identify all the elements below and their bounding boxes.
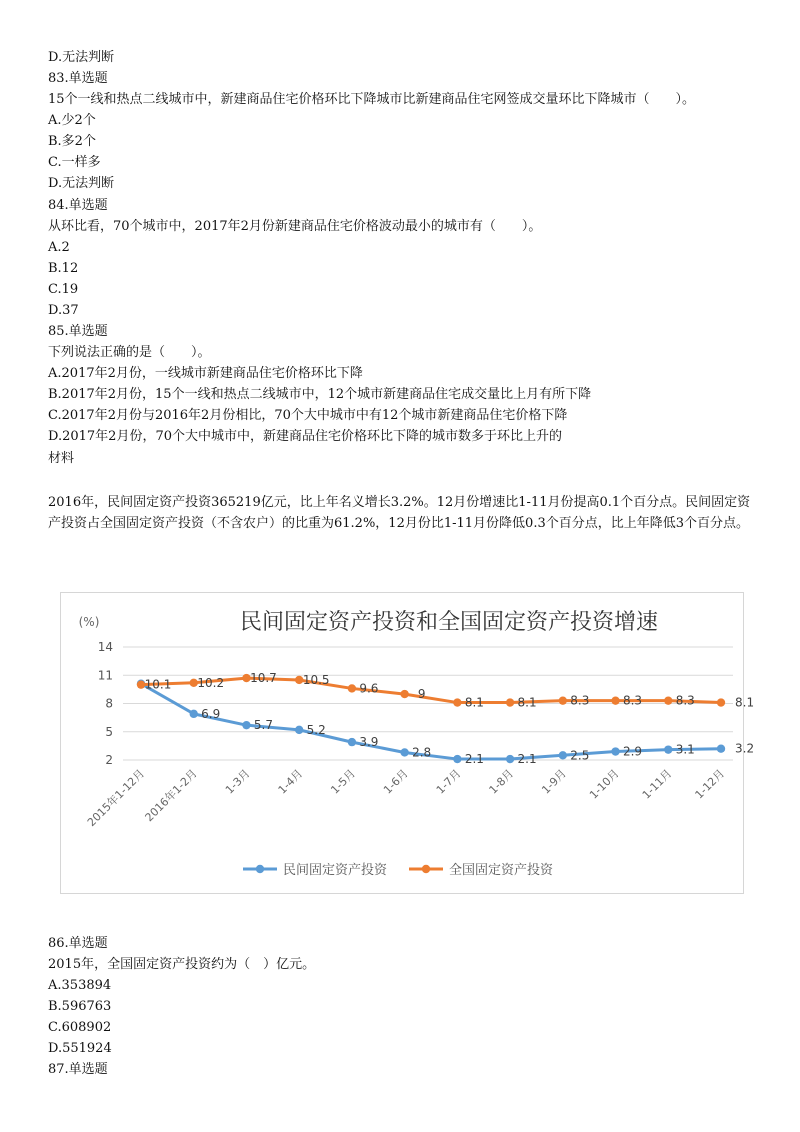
material-paragraph: 2016年，民间固定资产投资365219亿元，比上年名义增长3.2%。12月份增速比1-11月份提高0.1个百分点。民间固定资产投资占全国固定资产投资（不含农户）的比重为61.2%，12月份比1-11月份降低0.3个百分点，比上年降低3个百分点。 <box>48 495 751 531</box>
data-label: 10.7 <box>250 671 277 686</box>
y-tick-label: 2 <box>105 753 113 767</box>
data-point <box>611 696 619 704</box>
option-d: D.无法判断 <box>48 176 115 191</box>
x-tick-labels <box>84 766 727 829</box>
data-label: 2.1 <box>464 752 484 767</box>
legend-label: 全国固定资产投资 <box>449 863 554 878</box>
data-point <box>242 721 250 729</box>
data-point <box>400 690 408 698</box>
data-label: 10.2 <box>197 675 225 690</box>
data-label: 5.2 <box>306 722 326 737</box>
chart-legend <box>243 862 554 878</box>
data-point <box>559 751 567 759</box>
option-d: D.551924 <box>48 1041 112 1056</box>
data-point <box>559 696 567 704</box>
y-tick-label: 8 <box>105 696 113 711</box>
y-tick-label: 14 <box>97 640 113 654</box>
data-label: 8.1 <box>464 695 484 710</box>
option-a: A.2017年2月份，一线城市新建商品住宅价格环比下降 <box>48 366 363 381</box>
option-d: D.无法判断 <box>48 50 115 65</box>
x-tick-label: 1-12月 <box>692 766 728 802</box>
option-c: C.19 <box>48 282 79 297</box>
chart-title: 民间固定资产投资和全国固定资产投资增速 <box>239 610 659 635</box>
data-point <box>295 726 303 734</box>
y-tick-label: 11 <box>97 668 113 683</box>
option-b: B.多2个 <box>48 134 96 149</box>
data-point <box>717 698 725 706</box>
material-heading: 材料 <box>48 451 75 466</box>
x-tick-label: 1-5月 <box>328 766 359 797</box>
data-label: 9 <box>417 687 426 702</box>
question-number: 85.单选题 <box>48 324 108 339</box>
question-stem: 下列说法正确的是（ ）。 <box>48 345 211 360</box>
data-label: 3.2 <box>735 741 755 756</box>
x-tick-label: 1-3月 <box>222 766 253 797</box>
option-b: B.2017年2月份，15个一线和热点二线城市中，12个城市新建商品住宅成交量比上月有所下降 <box>48 387 592 402</box>
y-tick-label: 5 <box>105 724 113 739</box>
x-tick-label: 2015年1-12月 <box>84 766 148 830</box>
data-point <box>453 698 461 706</box>
data-point <box>348 738 356 746</box>
data-point <box>348 684 356 692</box>
data-label: 10.5 <box>302 672 330 687</box>
data-point <box>506 698 514 706</box>
data-label: 5.7 <box>253 718 274 733</box>
data-label: 3.1 <box>675 742 695 757</box>
option-a: A.2 <box>48 240 70 255</box>
data-label: 2.5 <box>570 748 590 763</box>
data-point <box>453 755 461 763</box>
option-d: D.37 <box>48 303 79 318</box>
x-tick-label: 1-8月 <box>486 766 517 797</box>
question-stem: 15个一线和热点二线城市中，新建商品住宅价格环比下降城市比新建商品住宅网签成交量环比下降城市（ ）。 <box>48 92 696 107</box>
data-point <box>190 710 198 718</box>
option-a: A.353894 <box>48 978 112 993</box>
x-tick-label: 1-4月 <box>275 766 306 797</box>
option-c: C.608902 <box>48 1020 112 1035</box>
legend-marker <box>422 865 430 873</box>
question-number: 83.单选题 <box>48 71 108 86</box>
data-point <box>400 748 408 756</box>
x-tick-label: 1-7月 <box>433 766 464 797</box>
data-point <box>717 745 725 753</box>
data-point <box>506 755 514 763</box>
data-label: 9.6 <box>359 681 379 696</box>
data-label: 2.8 <box>412 745 432 760</box>
legend-marker <box>256 865 264 873</box>
data-label: 8.3 <box>622 693 643 708</box>
legend-label: 民间固定资产投资 <box>283 863 388 878</box>
data-point <box>664 745 672 753</box>
data-label: 8.3 <box>570 693 590 708</box>
data-point <box>664 696 672 704</box>
x-tick-label: 1-11月 <box>639 766 675 802</box>
data-label: 8.1 <box>517 695 537 710</box>
x-tick-label: 1-10月 <box>587 766 622 802</box>
series-lines <box>137 671 754 766</box>
x-tick-label: 1-6月 <box>381 766 411 797</box>
option-c: C.2017年2月份与2016年2月份相比，70个大中城市中有12个城市新建商品住宅价格下降 <box>48 408 568 423</box>
question-stem: 2015年，全国固定资产投资约为（ ）亿元。 <box>48 957 316 972</box>
question-number: 84.单选题 <box>48 198 108 213</box>
data-label: 10.1 <box>144 677 172 692</box>
y-axis-label: (%) <box>78 615 100 629</box>
x-tick-label: 1-9月 <box>539 766 569 797</box>
data-label: 8.1 <box>735 695 755 710</box>
data-label: 2.9 <box>622 744 643 759</box>
option-b: B.12 <box>48 261 79 276</box>
data-label: 3.9 <box>359 735 379 750</box>
option-b: B.596763 <box>48 999 112 1014</box>
chart-svg <box>61 593 755 893</box>
question-number: 87.单选题 <box>48 1062 108 1077</box>
option-d: D.2017年2月份，70个大中城市中，新建商品住宅价格环比下降的城市数多于环比上升的 <box>48 429 562 444</box>
data-label: 2.1 <box>517 752 537 767</box>
question-number: 86.单选题 <box>48 936 108 951</box>
data-label: 8.3 <box>675 693 695 708</box>
x-tick-label: 2016年1-2月 <box>142 766 200 825</box>
option-a: A.少2个 <box>48 113 96 128</box>
data-label: 6.9 <box>201 706 221 721</box>
data-point <box>611 747 619 755</box>
line-chart <box>60 592 755 894</box>
option-c: C.一样多 <box>48 155 101 170</box>
y-tick-labels <box>98 640 113 767</box>
question-stem: 从环比看，70个城市中，2017年2月份新建商品住宅价格波动最小的城市有（ ）。 <box>48 219 542 234</box>
